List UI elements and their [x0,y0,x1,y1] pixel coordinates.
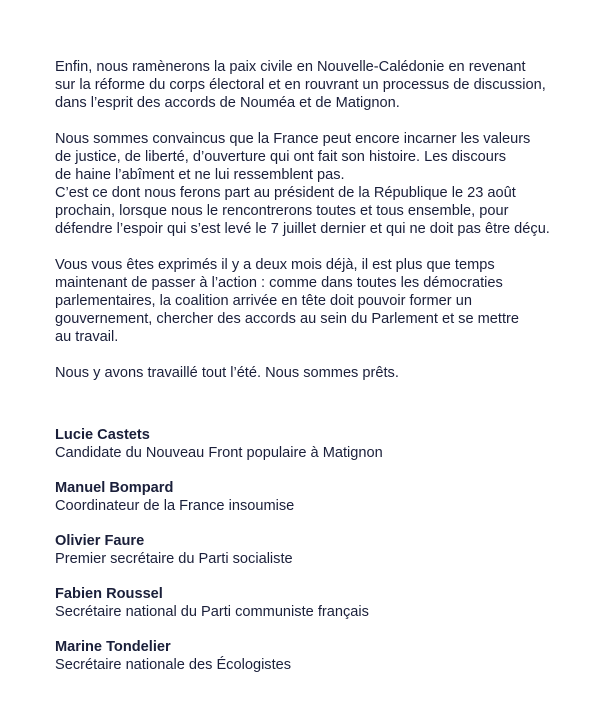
paragraph-line: de justice, de liberté, d’ouverture qui ont fait son histoire. Les discours [55,149,507,165]
paragraph-line: Vous vous êtes exprimés il y a deux mois déjà, il est plus que temps [55,257,495,273]
signatory-role: Secrétaire national du Parti communiste français [55,604,369,620]
paragraph-line: prochain, lorsque nous le rencontrerons toutes et tous ensemble, pour [55,203,509,219]
paragraph-line: sur la réforme du corps électoral et en rouvrant un processus de discussion, [55,77,546,93]
letter-body [55,58,595,400]
paragraph-new-caledonia [55,58,595,112]
paragraph-line: de haine l’abîment et ne lui ressemblent pas. [55,167,345,183]
signatory-role: Premier secrétaire du Parti socialiste [55,551,293,567]
paragraph-line: parlementaires, la coalition arrivée en tête doit pouvoir former un [55,293,472,309]
paragraph-line: Enfin, nous ramènerons la paix civile en Nouvelle-Calédonie en revenant [55,59,526,75]
signatory-name: Fabien Roussel [55,586,163,602]
signatory-name: Lucie Castets [55,427,150,443]
paragraph-line: gouvernement, chercher des accords au sein du Parlement et se mettre [55,311,519,327]
signatory-role: Coordinateur de la France insoumise [55,498,295,514]
signatory-role: Secrétaire nationale des Écologistes [55,657,292,673]
signatories-list [55,426,595,691]
signatory [55,479,595,515]
signatory [55,638,595,674]
signatory-name: Olivier Faure [55,533,145,549]
paragraph-line: défendre l’espoir qui s’est levé le 7 juillet dernier et qui ne doit pas être déçu. [55,221,550,237]
signatory [55,532,595,568]
paragraph-line: au travail. [55,329,119,345]
signatory-name: Manuel Bompard [55,480,174,496]
paragraph-line: Nous sommes convaincus que la France peut encore incarner les valeurs [55,131,531,147]
paragraph-line: dans l’esprit des accords de Nouméa et de Matignon. [55,95,400,111]
signatory-name: Marine Tondelier [55,639,171,655]
paragraph-values [55,130,595,238]
signatory-role: Candidate du Nouveau Front populaire à Matignon [55,445,383,461]
paragraph-action [55,256,595,346]
paragraph-line: maintenant de passer à l’action : comme dans toutes les démocraties [55,275,503,291]
signatory [55,585,595,621]
paragraph-line: Nous y avons travaillé tout l’été. Nous sommes prêts. [55,365,399,381]
signatory [55,426,595,462]
paragraph-ready [55,364,595,382]
paragraph-line: C’est ce dont nous ferons part au président de la République le 23 août [55,185,516,201]
